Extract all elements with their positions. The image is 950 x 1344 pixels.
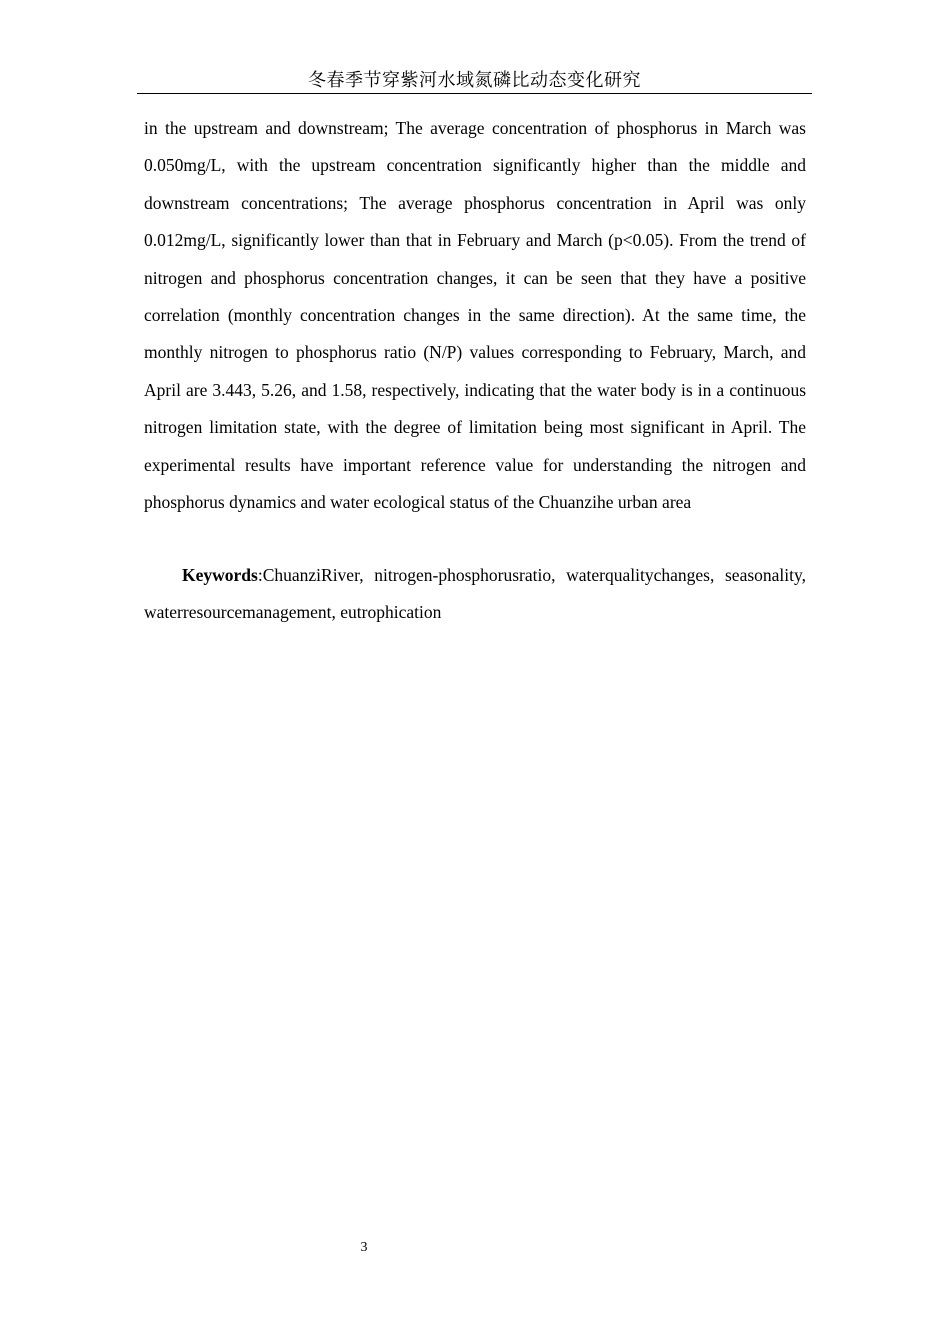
keywords-label: Keywords bbox=[182, 565, 258, 585]
abstract-paragraph: in the upstream and downstream; The average concentration of phosphorus in March was 0.050mg/L, with the upstream concentration significantly higher than the middle and downstream concentrations; The average phosphorus concentration in April was only 0.012mg/L, significantly lower than that in February and March (p<0.05). From the trend of nitrogen and phosphorus concentration changes, it can be seen that they have a positive correlation (monthly concentration changes in the same direction). At the same time, the monthly nitrogen to phosphorus ratio (N/P) values corresponding to February, March, and April are 3.443, 5.26, and 1.58, respectively, indicating that the water body is in a continuous nitrogen limitation state, with the degree of limitation being most significant in April. The experimental results have important reference value for understanding the nitrogen and phosphorus dynamics and water ecological status of the Chuanzihe urban area bbox=[144, 118, 806, 513]
page-number: 3 bbox=[360, 1240, 368, 1255]
running-header-title: 冬春季节穿紫河水域氮磷比动态变化研究 bbox=[308, 70, 641, 91]
keywords-separator: : bbox=[257, 565, 263, 585]
header-rule bbox=[137, 93, 812, 94]
keywords-text: ChuanziRiver, nitrogen-phosphorusratio, waterqualitychanges, seasonality, waterresourcemanagement, eutrophication bbox=[144, 565, 806, 623]
keywords-line bbox=[144, 557, 806, 632]
